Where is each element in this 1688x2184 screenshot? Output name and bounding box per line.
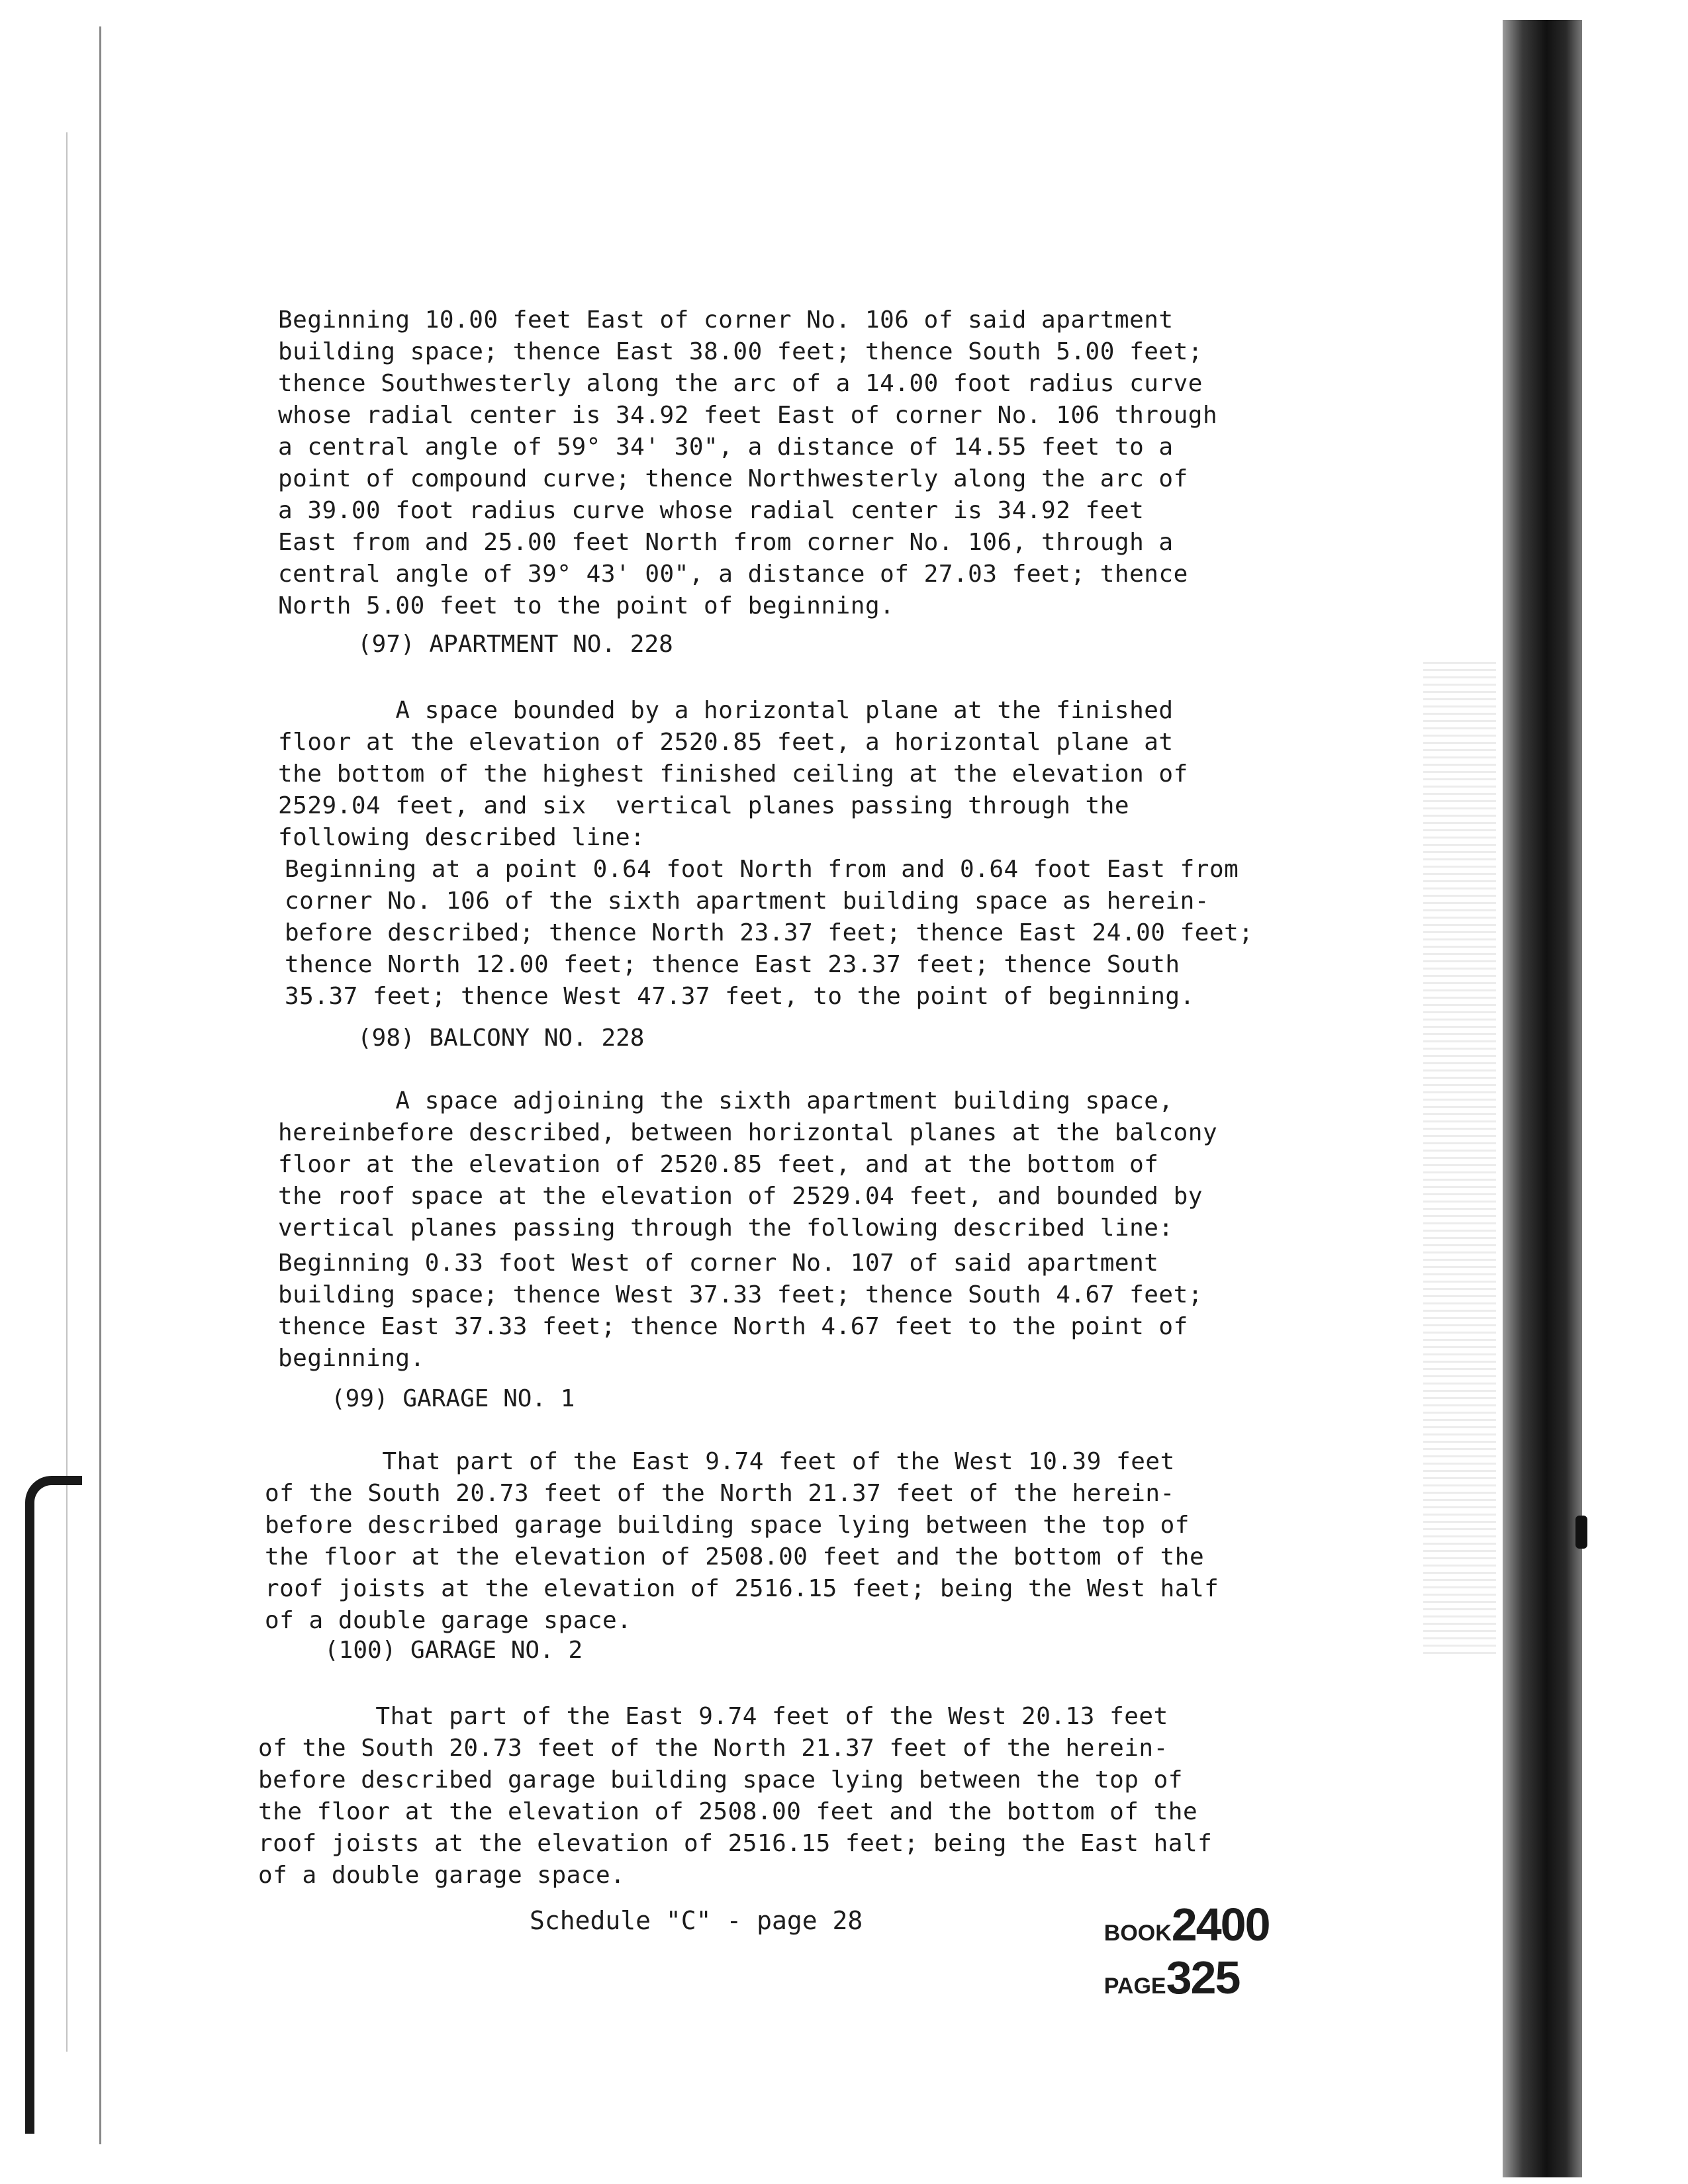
- book-label: BOOK: [1103, 1921, 1172, 1946]
- binding-bracket: [25, 1476, 82, 2134]
- page-label: PAGE: [1103, 1974, 1166, 1999]
- paragraph-98-intro: A space adjoining the sixth apartment building space, hereinbefore described, between horizontal planes at the balcony floor at the elevation of 2520.85 feet, and at the bottom of the roof space at the elevation of 2529.04 feet, and bounded by vertical planes passing through the following described line:: [278, 1087, 1218, 1242]
- scan-dark-edge: [1503, 20, 1582, 2177]
- heading-balcony-228: (98) BALCONY NO. 228: [357, 1024, 645, 1052]
- book-number: 2400: [1171, 1899, 1270, 1950]
- heading-garage-1: (99) GARAGE NO. 1: [331, 1385, 575, 1412]
- paragraph-100: That part of the East 9.74 feet of the West 20.13 feet of the South 20.73 feet of the North 21.37 feet of the herein- before described garage building space lying between the top of the floor at the elevation of 2508.00 feet and the bottom of the roof joists at the elevation of 2516.15 feet; being the East half of a double garage space.: [258, 1703, 1213, 1889]
- punch-hole-mark: [1575, 1516, 1587, 1549]
- paragraph-96-description: Beginning 10.00 feet East of corner No. 106 of said apartment building space; thence East 38.00 feet; thence South 5.00 feet; thence Southwesterly along the arc of a 14.00 foot radius curve whose radial center is 34.92 feet East of corner No. 106 through a central angle of 59° 34' 30", a distance of 14.55 feet to a point of compound curve; thence Northwesterly along the arc of a 39.00 foot radius curve whose radial center is 34.92 feet East from and 25.00 feet North from corner No. 106, through a central angle of 39° 43' 00", a distance of 27.03 feet; thence North 5.00 feet to the point of beginning.: [278, 306, 1218, 619]
- heading-apartment-228: (97) APARTMENT NO. 228: [357, 631, 673, 658]
- page-number: 325: [1166, 1952, 1240, 2003]
- paragraph-97-line: Beginning at a point 0.64 foot North from and 0.64 foot East from corner No. 106 of the sixth apartment building space as herein- before described; thence North 23.37 feet; thence East 24.00 feet; thence North 12.00 feet; thence East 23.37 feet; thence South 35.37 feet; thence West 47.37 feet, to the point of beginning.: [285, 856, 1254, 1010]
- scan-margin-line: [99, 26, 101, 2144]
- paragraph-97-intro: A space bounded by a horizontal plane at the finished floor at the elevation of 2520.85 feet, a horizontal plane at the bottom of the highest finished ceiling at the elevation of 2529.04 feet, and six vertical planes passing through the following described line:: [278, 697, 1188, 851]
- paragraph-98-line: Beginning 0.33 foot West of corner No. 107 of said apartment building space; thence West 37.33 feet; thence South 4.67 feet; thence East 37.33 feet; thence North 4.67 feet to the point of beginning.: [278, 1250, 1203, 1372]
- scan-speckle: [1423, 662, 1496, 1655]
- schedule-page-label: Schedule "C" - page 28: [530, 1906, 863, 1935]
- book-page-stamp: [1092, 1886, 1270, 2016]
- paragraph-99: That part of the East 9.74 feet of the West 10.39 feet of the South 20.73 feet of the North 21.37 feet of the herein- before described garage building space lying between the top of the floor at the elevation of 2508.00 feet and the bottom of the roof joists at the elevation of 2516.15 feet; being the West half of a double garage space.: [265, 1448, 1219, 1634]
- heading-garage-2: (100) GARAGE NO. 2: [324, 1637, 583, 1664]
